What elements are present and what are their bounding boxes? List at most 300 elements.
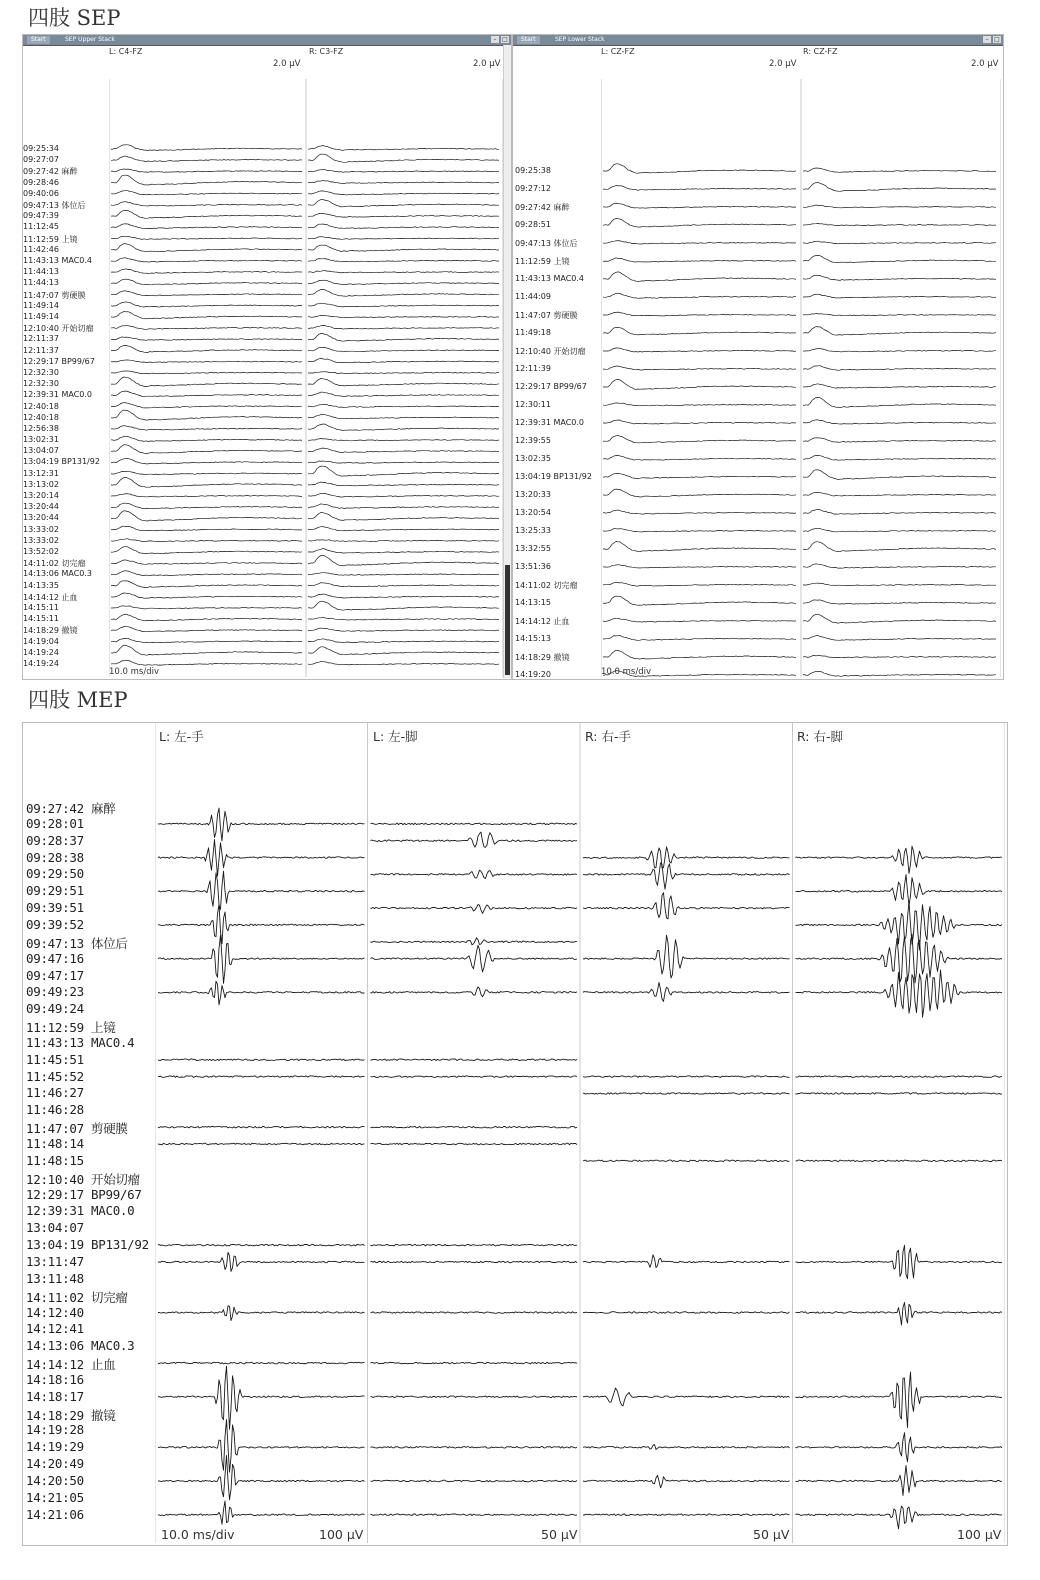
mep-trace-ch2 — [371, 1480, 578, 1482]
sep-time-label: 14:14:12 止血 — [23, 592, 78, 602]
mep-trace-ch4 — [796, 1303, 1003, 1325]
sep-trace-ch1 — [603, 435, 796, 443]
sep-trace-ch2 — [803, 182, 996, 191]
mep-trace-ch1 — [158, 904, 365, 944]
mep-trace-ch2 — [371, 938, 578, 945]
sep-trace-ch1 — [111, 477, 302, 487]
mep-time-label: 11:46:27 — [26, 1085, 84, 1101]
sep-trace-ch1 — [603, 565, 796, 568]
mep-trace-ch4 — [796, 846, 1003, 873]
sep-time-label: 09:27:42 麻醉 — [515, 203, 570, 212]
sep-upper-name: SEP Upper Stack — [65, 36, 115, 43]
mep-trace-ch2 — [371, 823, 578, 825]
sep-time-label: 12:39:55 — [515, 436, 551, 445]
sep-time-label: 13:33:02 — [23, 535, 59, 545]
mep-trace-ch1 — [158, 1420, 365, 1473]
sep-trace-ch1 — [603, 366, 796, 370]
sep-trace-ch2 — [803, 655, 996, 657]
sep-trace-ch1 — [603, 542, 796, 552]
mep-time-label: 12:10:40 开始切瘤 — [26, 1171, 140, 1187]
mep-trace-ch4 — [796, 1245, 1003, 1278]
sep-trace-ch2 — [803, 564, 996, 568]
sep-time-label: 11:47:07 剪硬膜 — [23, 290, 86, 300]
mep-time-label: 09:47:13 体位后 — [26, 935, 128, 951]
sep-trace-ch1 — [111, 410, 302, 420]
sep-trace-ch1 — [111, 571, 302, 576]
sep-time-label: 09:47:13 体位后 — [515, 239, 578, 248]
mep-time-label: 14:19:29 — [26, 1439, 84, 1455]
mep-trace-ch1 — [158, 1252, 365, 1271]
sep-trace-ch2 — [308, 237, 499, 240]
sep-trace-ch1 — [603, 473, 796, 478]
sep-time-label: 11:44:13 — [23, 267, 59, 277]
sep-trace-ch2 — [308, 271, 499, 273]
mep-trace-ch2 — [371, 1076, 578, 1078]
sep-trace-ch1 — [603, 380, 796, 390]
sep-trace-ch1 — [111, 472, 302, 475]
sep-trace-ch2 — [308, 289, 499, 296]
sep-time-label: 12:56:38 — [23, 423, 59, 433]
sep-trace-ch1 — [111, 391, 302, 397]
sep-trace-ch2 — [308, 280, 499, 284]
mep-time-label: 09:28:38 — [26, 849, 84, 865]
sep-time-label: 12:32:30 — [23, 367, 59, 377]
sep-trace-ch1 — [111, 377, 302, 387]
mep-ch3-scale: 50 μV — [753, 1527, 790, 1542]
mep-trace-ch1 — [158, 1059, 365, 1061]
mep-trace-ch2 — [371, 1396, 578, 1398]
mep-trace-ch4 — [796, 901, 1003, 950]
sep-trace-ch2 — [308, 628, 499, 631]
sep-trace-ch2 — [308, 448, 499, 453]
sep-trace-ch2 — [803, 455, 996, 460]
sep-trace-ch2 — [308, 583, 499, 587]
sep-time-label: 09:27:42 麻醉 — [23, 167, 78, 177]
mep-trace-ch1 — [158, 1501, 365, 1524]
sep-trace-ch2 — [308, 439, 499, 441]
sep-trace-ch2 — [308, 424, 499, 431]
sep-trace-ch2 — [308, 392, 499, 397]
sep-time-label: 11:12:45 — [23, 222, 59, 232]
sep-trace-ch1 — [111, 210, 302, 218]
mep-time-label: 13:11:48 — [26, 1270, 84, 1286]
sep-trace-ch1 — [603, 650, 796, 659]
mep-trace-ch1 — [158, 935, 365, 983]
mep-time-label: 09:27:42 麻醉 — [26, 801, 116, 816]
sep-trace-ch2 — [803, 529, 996, 532]
sep-time-label: 09:27:07 — [23, 155, 59, 165]
minimize-icon[interactable]: – — [983, 36, 991, 43]
sep-time-label: 14:19:04 — [23, 636, 59, 646]
sep-time-label: 12:10:40 开始切瘤 — [23, 324, 94, 334]
mep-time-label: 14:21:06 — [26, 1506, 84, 1522]
sep-trace-ch2 — [308, 315, 499, 318]
sep-trace-ch1 — [111, 606, 302, 609]
sep-trace-ch1 — [111, 244, 302, 252]
sep-time-label: 09:28:46 — [23, 177, 59, 187]
mep-trace-ch3 — [583, 935, 790, 978]
mep-ch2-header: L: 左-脚 — [373, 729, 418, 744]
mep-trace-ch4 — [796, 1076, 1003, 1078]
sep-time-label: 13:52:02 — [23, 547, 59, 557]
mep-time-label: 09:29:51 — [26, 883, 84, 899]
sep-upper-ch1-header: L: C4-FZ — [109, 47, 143, 56]
sep-trace-ch1 — [111, 503, 302, 509]
sep-time-label: 11:43:13 MAC0.4 — [23, 255, 93, 265]
mep-trace-ch1 — [158, 1306, 365, 1321]
mep-trace-ch4 — [796, 1433, 1003, 1462]
mep-trace-ch2 — [371, 870, 578, 878]
sep-trace-ch1 — [111, 645, 302, 655]
sep-lower-ch2-scale: 2.0 μV — [971, 59, 999, 69]
sep-lower-panel — [512, 34, 1004, 680]
sep-trace-ch2 — [308, 303, 499, 307]
sep-trace-ch2 — [308, 224, 499, 229]
mep-time-label: 11:43:13 MAC0.4 — [26, 1034, 135, 1050]
sep-time-label: 14:18:29 撤镜 — [515, 653, 570, 662]
mep-trace-ch3 — [583, 893, 790, 919]
sep-trace-ch2 — [803, 275, 996, 280]
sep-trace-ch1 — [603, 618, 796, 622]
sep-time-label: 11:44:13 — [23, 278, 59, 288]
sep-time-label: 14:15:13 — [515, 634, 551, 643]
sep-trace-ch2 — [803, 614, 996, 623]
sep-trace-ch1 — [603, 510, 796, 514]
sep-trace-ch1 — [111, 614, 302, 621]
sep-lower-name: SEP Lower Stack — [555, 36, 605, 43]
sep-time-label: 12:29:17 BP99/67 — [23, 356, 95, 366]
sep-trace-ch1 — [603, 327, 796, 335]
sep-trace-ch2 — [308, 191, 499, 195]
sep-lower-start-tab[interactable]: Start — [517, 36, 540, 44]
mep-time-label: 13:04:19 BP131/92 — [26, 1237, 149, 1253]
mep-time-label: 13:11:47 — [26, 1253, 84, 1269]
mep-time-label: 09:47:17 — [26, 967, 84, 983]
sep-time-label: 14:14:12 止血 — [515, 617, 570, 626]
sep-trace-ch1 — [603, 529, 796, 533]
sep-trace-ch1 — [111, 191, 302, 195]
mep-ch1-header: L: 左-手 — [159, 729, 204, 744]
sep-time-label: 13:33:02 — [23, 524, 59, 534]
mep-timebase: 10.0 ms/div — [161, 1527, 235, 1542]
sep-time-label: 09:28:51 — [515, 220, 551, 229]
sep-upper-titlebar — [23, 35, 511, 46]
sep-time-label: 13:02:31 — [23, 435, 59, 445]
sep-trace-ch2 — [308, 493, 499, 497]
sep-trace-ch2 — [308, 601, 499, 610]
sep-time-label: 11:12:59 上镜 — [23, 234, 78, 244]
sep-time-label: 09:25:38 — [515, 166, 551, 175]
sep-trace-ch1 — [603, 348, 796, 352]
sep-trace-ch1 — [603, 312, 796, 316]
sep-time-label: 13:04:19 BP131/92 — [515, 472, 592, 481]
mep-time-label: 14:20:50 — [26, 1473, 84, 1488]
sep-time-label: 12:11:37 — [23, 334, 59, 344]
sep-trace-ch2 — [308, 154, 499, 162]
maximize-icon[interactable]: □ — [502, 36, 508, 43]
mep-time-label: 09:29:50 — [26, 866, 84, 882]
mep-trace-ch4 — [796, 1466, 1003, 1496]
mep-time-label: 09:49:24 — [26, 1001, 84, 1017]
mep-ch4-scale: 100 μV — [957, 1527, 1002, 1542]
sep-trace-ch1 — [111, 539, 302, 542]
mep-trace-ch4 — [796, 1160, 1003, 1162]
mep-time-label: 11:48:14 — [26, 1136, 84, 1151]
sep-trace-ch1 — [603, 272, 796, 282]
sep-trace-ch2 — [803, 397, 996, 407]
mep-time-label: 11:12:59 上镜 — [26, 1020, 116, 1036]
mep-traces — [155, 723, 1005, 1543]
sep-time-label: 12:32:30 — [23, 379, 59, 389]
sep-time-label: 13:04:07 — [23, 446, 59, 456]
sep-time-label: 14:13:15 — [515, 598, 551, 607]
mep-trace-ch2 — [371, 945, 578, 972]
mep-section-title: 四肢 MEP — [28, 688, 128, 712]
sep-time-label: 14:13:35 — [23, 580, 59, 590]
sep-time-label: 11:49:14 — [23, 300, 59, 310]
sep-trace-ch2 — [308, 466, 499, 476]
sep-time-label: 13:25:33 — [515, 526, 551, 535]
sep-trace-ch1 — [111, 360, 302, 363]
sep-trace-ch2 — [803, 366, 996, 371]
sep-time-label: 13:20:54 — [515, 508, 551, 517]
sep-lower-ch1-header: L: CZ-FZ — [601, 47, 635, 56]
mep-time-label: 09:49:23 — [26, 984, 84, 1000]
sep-upper-start-tab[interactable]: Start — [27, 36, 50, 44]
sep-time-label: 14:11:02 切完瘤 — [23, 559, 86, 569]
sep-trace-ch2 — [803, 168, 996, 172]
sep-time-label: 12:11:37 — [23, 345, 59, 355]
mep-trace-ch4 — [796, 875, 1003, 906]
mep-time-label: 14:19:28 — [26, 1422, 84, 1438]
sep-trace-ch2 — [803, 420, 996, 424]
sep-time-label: 11:49:18 — [515, 328, 551, 337]
sep-lower-traces — [601, 79, 1001, 677]
sep-trace-ch1 — [603, 489, 796, 497]
mep-trace-ch1 — [158, 1076, 365, 1078]
mep-trace-ch1 — [158, 808, 365, 841]
sep-trace-ch1 — [111, 560, 302, 564]
sep-lower-ch1-scale: 2.0 μV — [769, 59, 797, 69]
mep-time-label: 09:28:37 — [26, 832, 84, 848]
sep-trace-ch1 — [111, 660, 302, 665]
mep-trace-ch1 — [158, 871, 365, 909]
sep-time-label: 12:11:39 — [515, 364, 551, 373]
sep-time-label: 13:20:33 — [515, 490, 551, 499]
sep-time-label: 13:32:55 — [515, 544, 551, 553]
mep-time-label: 14:13:06 MAC0.3 — [26, 1338, 135, 1354]
sep-trace-ch2 — [308, 504, 499, 509]
sep-time-label: 12:30:11 — [515, 400, 551, 409]
mep-trace-ch4 — [796, 1372, 1003, 1428]
sep-time-label: 14:19:24 — [23, 647, 59, 657]
sep-trace-ch2 — [803, 327, 996, 336]
sep-trace-ch1 — [111, 302, 302, 307]
mep-panel — [22, 722, 1008, 1546]
sep-trace-ch1 — [111, 436, 302, 441]
sep-trace-ch1 — [111, 156, 302, 162]
sep-trace-ch1 — [111, 426, 302, 431]
sep-trace-ch2 — [308, 405, 499, 408]
sep-time-label: 09:27:12 — [515, 184, 551, 193]
sep-time-label: 12:29:17 BP99/67 — [515, 382, 587, 391]
mep-trace-ch1 — [158, 840, 365, 876]
mep-trace-ch2 — [371, 1143, 578, 1145]
minimize-icon[interactable]: – — [491, 36, 499, 43]
sep-trace-ch1 — [603, 185, 796, 190]
sep-trace-ch2 — [803, 583, 996, 586]
sep-trace-ch1 — [603, 293, 796, 298]
mep-time-label: 12:29:17 BP99/67 — [26, 1186, 142, 1202]
sep-trace-ch2 — [803, 205, 996, 208]
sep-time-label: 11:42:46 — [23, 244, 59, 254]
sep-lower-ch2-header: R: CZ-FZ — [803, 47, 838, 56]
mep-trace-ch2 — [371, 1126, 578, 1128]
mep-trace-ch3 — [583, 1255, 790, 1268]
mep-trace-ch3 — [583, 1093, 790, 1095]
sep-trace-ch1 — [603, 455, 796, 460]
sep-time-label: 13:04:19 BP131/92 — [23, 457, 100, 467]
sep-trace-ch2 — [308, 214, 499, 218]
sep-time-label: 13:51:36 — [515, 562, 551, 571]
mep-trace-ch1 — [158, 1366, 365, 1429]
sep-time-label: 11:44:09 — [515, 292, 551, 301]
sep-trace-ch1 — [111, 202, 302, 206]
sep-time-label: 09:25:34 — [23, 144, 59, 153]
mep-trace-ch3 — [583, 1514, 790, 1516]
sep-trace-ch2 — [308, 555, 499, 566]
sep-time-label: 13:20:44 — [23, 513, 59, 523]
mep-time-label: 14:20:49 — [26, 1456, 84, 1472]
mep-time-label: 11:47:07 剪硬膜 — [26, 1121, 128, 1137]
maximize-icon[interactable]: □ — [994, 36, 1000, 43]
sep-trace-ch1 — [111, 547, 302, 554]
sep-trace-ch2 — [308, 549, 499, 553]
sep-time-label: 13:02:35 — [515, 454, 551, 463]
mep-ch1-scale: 100 μV — [319, 1527, 364, 1542]
mep-time-label: 14:18:29 撤镜 — [26, 1407, 116, 1423]
sep-trace-ch1 — [111, 403, 302, 408]
sep-trace-ch2 — [308, 169, 499, 172]
sep-trace-ch1 — [603, 420, 796, 424]
sep-trace-ch2 — [803, 384, 996, 388]
mep-ch3-header: R: 右-手 — [585, 729, 631, 744]
sep-upper-panel — [22, 34, 512, 680]
sep-trace-ch2 — [308, 259, 499, 262]
sep-trace-ch2 — [308, 661, 499, 665]
sep-time-label: 14:13:06 MAC0.3 — [23, 569, 93, 579]
mep-time-label: 11:46:28 — [26, 1102, 84, 1118]
sep-time-label: 13:20:44 — [23, 502, 59, 512]
mep-trace-ch2 — [371, 1261, 578, 1263]
sep-time-label: 12:39:31 MAC0.0 — [515, 418, 585, 427]
mep-trace-ch1 — [158, 1143, 365, 1145]
mep-time-label: 09:28:01 — [26, 815, 84, 831]
mep-trace-ch1 — [158, 981, 365, 1005]
sep-trace-ch2 — [308, 348, 499, 352]
sep-time-label: 13:20:14 — [23, 491, 59, 501]
sep-trace-ch1 — [111, 175, 302, 185]
sep-upper-scroll-thumb[interactable] — [505, 565, 510, 675]
sep-trace-ch2 — [308, 245, 499, 251]
sep-trace-ch1 — [603, 203, 796, 208]
sep-trace-ch1 — [111, 224, 302, 229]
mep-trace-ch4 — [796, 1093, 1003, 1095]
sep-trace-ch1 — [111, 145, 302, 151]
sep-time-label: 14:15:11 — [23, 603, 59, 613]
mep-time-label: 12:39:31 MAC0.0 — [26, 1203, 135, 1219]
mep-trace-ch2 — [371, 905, 578, 914]
sep-trace-ch2 — [803, 470, 996, 480]
sep-trace-ch2 — [308, 379, 499, 386]
mep-ch4-header: R: 右-脚 — [797, 729, 843, 744]
sep-trace-ch1 — [111, 371, 302, 374]
sep-trace-ch1 — [111, 445, 302, 454]
sep-trace-ch1 — [603, 582, 796, 586]
sep-trace-ch2 — [308, 512, 499, 520]
mep-trace-ch2 — [371, 987, 578, 997]
sep-trace-ch2 — [308, 482, 499, 486]
sep-trace-ch2 — [308, 527, 499, 531]
sep-time-label: 14:15:11 — [23, 614, 59, 624]
sep-trace-ch1 — [603, 635, 796, 640]
sep-section-title: 四肢 SEP — [28, 6, 121, 30]
mep-trace-ch2 — [371, 1312, 578, 1314]
sep-trace-ch2 — [308, 200, 499, 207]
sep-lower-titlebar — [513, 35, 1003, 46]
mep-trace-ch2 — [371, 1447, 578, 1449]
sep-trace-ch2 — [308, 540, 499, 542]
mep-time-label: 14:21:05 — [26, 1489, 84, 1505]
mep-trace-ch4 — [796, 970, 1003, 1017]
sep-trace-ch2 — [803, 255, 996, 262]
sep-trace-ch1 — [603, 403, 796, 406]
mep-trace-ch1 — [158, 1244, 365, 1246]
sep-time-label: 14:19:20 — [515, 670, 551, 679]
sep-trace-ch2 — [803, 600, 996, 604]
sep-trace-ch2 — [308, 372, 499, 374]
mep-trace-ch3 — [583, 1076, 790, 1078]
sep-trace-ch1 — [111, 511, 302, 521]
mep-trace-ch2 — [371, 1244, 578, 1246]
sep-trace-ch2 — [308, 594, 499, 598]
sep-trace-ch2 — [308, 359, 499, 363]
sep-upper-ch1-scale: 2.0 μV — [273, 59, 301, 69]
mep-time-label: 14:12:40 — [26, 1304, 84, 1320]
mep-time-label: 14:12:41 — [26, 1321, 84, 1337]
sep-trace-ch2 — [308, 461, 499, 463]
sep-trace-ch2 — [308, 414, 499, 418]
mep-time-label: 11:45:52 — [26, 1068, 84, 1084]
sep-trace-ch1 — [111, 169, 302, 173]
sep-trace-ch1 — [111, 627, 302, 632]
sep-upper-scrollbar[interactable] — [503, 45, 511, 678]
sep-time-label: 11:49:14 — [23, 311, 59, 321]
sep-trace-ch2 — [308, 647, 499, 655]
sep-trace-ch1 — [603, 164, 796, 173]
sep-time-label: 12:39:31 MAC0.0 — [23, 390, 93, 400]
mep-trace-ch2 — [371, 832, 578, 847]
sep-trace-ch2 — [803, 492, 996, 496]
mep-trace-ch1 — [158, 1456, 365, 1500]
sep-time-label: 11:43:13 MAC0.4 — [515, 274, 585, 283]
sep-time-label: 09:47:39 — [23, 211, 59, 221]
sep-trace-ch1 — [111, 581, 302, 588]
sep-trace-ch1 — [111, 494, 302, 497]
sep-trace-ch1 — [111, 593, 302, 598]
sep-upper-traces — [109, 79, 503, 677]
sep-trace-ch2 — [803, 671, 996, 676]
